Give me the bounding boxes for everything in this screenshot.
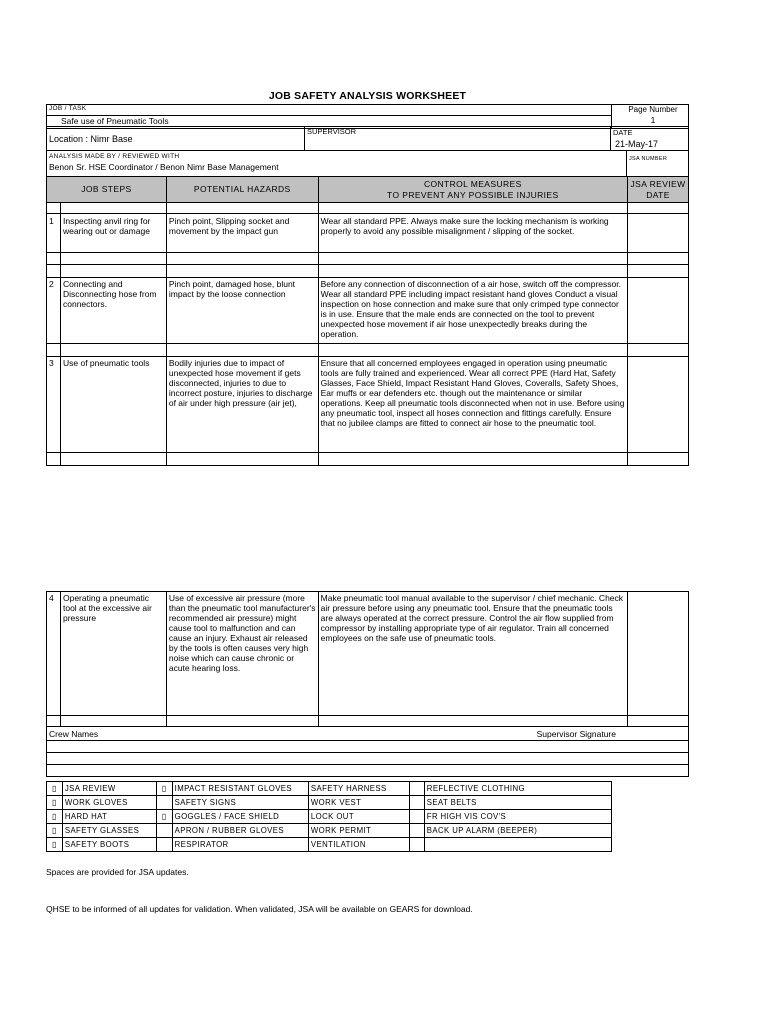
step-text: Operating a pneumatic tool at the excessive air pressure [60, 592, 166, 716]
jsa-main-table [46, 176, 689, 466]
analysis-value: Benon Sr. HSE Coordinator / Benon Nimr Base Management [49, 162, 279, 172]
col-hazards: POTENTIAL HAZARDS [166, 177, 318, 203]
hazard-text: Bodily injuries due to impact of unexpected hose movement if gets disconnected, injuries to due to incorrect posture, injuries to discharge of air under high pressure (air jet), [166, 357, 318, 453]
ppe-row [47, 824, 612, 838]
crew-names-label: Crew Names [49, 728, 99, 739]
supervisor-label: SUPERVISOR [305, 127, 611, 151]
ppe-row [47, 838, 612, 852]
job-task-value: Safe use of Pneumatic Tools [47, 115, 612, 128]
date-value: 21-May-17 [615, 139, 659, 149]
step-number: 2 [47, 278, 61, 344]
ppe-item: IMPACT RESISTANT GLOVES [172, 782, 308, 796]
ppe-item: SAFETY HARNESS [308, 782, 409, 796]
header-table [46, 104, 689, 129]
control-text: Make pneumatic tool manual available to the supervisor / chief mechanic. Check air pressure before using any pneumatic tool. Ensure that the pneumatic tools are always operated at the correct pressure. Control the air flow supplied from compressor by installing appropriate type of air regulator. Train all concerned employees on the safe use of pneumatic tools. [318, 592, 627, 716]
checkbox-icon[interactable]: ▯ [156, 782, 172, 796]
ppe-item: RESPIRATOR [172, 838, 308, 852]
ppe-item: BACK UP ALARM (BEEPER) [424, 824, 611, 838]
ppe-item: HARD HAT [62, 810, 156, 824]
table-row [47, 278, 689, 344]
supervisor-signature-label: Supervisor Signature [536, 728, 616, 739]
step-text: Inspecting anvil ring for wearing out or damage [60, 214, 166, 253]
date-label: DATE [613, 128, 633, 137]
ppe-item: WORK PERMIT [308, 824, 409, 838]
step-number: 3 [47, 357, 61, 453]
ppe-item: FR HIGH VIS COV'S [424, 810, 611, 824]
col-review-line2: DATE [646, 189, 670, 200]
page-number-value: 1 [618, 115, 689, 128]
hazard-text: Pinch point, damaged hose, blunt impact by the loose connection [166, 278, 318, 344]
jsa-number-label: JSA NUMBER [629, 156, 668, 162]
job-task-label: JOB / TASK [47, 105, 612, 116]
checkbox-icon[interactable]: ▯ [47, 782, 63, 796]
checkbox-icon[interactable]: ▯ [47, 810, 63, 824]
step-text: Connecting and Disconnecting hose from connectors. [60, 278, 166, 344]
col-review [628, 177, 689, 203]
control-text: Before any connection of disconnection of a air hose, switch off the compressor. Wear all standard PPE including impact resistant hand gloves Conduct a visual inspection on hose connection and make sure that only crimped type connector is in use. Ensure that the male ends are connected on the tool to prevent unexpected hose movement if air hose unexpectedly breaks during the operation. [318, 278, 627, 344]
table-row [47, 592, 689, 716]
ppe-item: SAFETY BOOTS [62, 838, 156, 852]
location-table [46, 126, 689, 151]
step-number: 4 [47, 592, 61, 716]
note-validation: QHSE to be informed of all updates for validation. When validated, JSA will be available on GEARS for download. [46, 904, 473, 914]
note-updates: Spaces are provided for JSA updates. [46, 867, 189, 877]
analysis-table [46, 150, 689, 177]
ppe-item: SAFETY SIGNS [172, 796, 308, 810]
col-control-line1: CONTROL MEASURES [423, 178, 522, 189]
hazard-text: Use of excessive air pressure (more than the pneumatic tool manufacturer's recommended air pressure) might cause tool to malfunction and can cause an injury. Exhaust air released by the tools is often causes very high noise which can cause chronic or acute hearing loss. [166, 592, 318, 716]
ppe-row [47, 810, 612, 824]
checkbox-icon[interactable]: ▯ [47, 838, 63, 852]
ppe-item: LOCK OUT [308, 810, 409, 824]
step-text: Use of pneumatic tools [60, 357, 166, 453]
ppe-item: SEAT BELTS [424, 796, 611, 810]
ppe-item: APRON / RUBBER GLOVES [172, 824, 308, 838]
col-review-line1: JSA REVIEW [630, 178, 686, 189]
hazard-text: Pinch point, Slipping socket and movement by the impact gun [166, 214, 318, 253]
ppe-row [47, 796, 612, 810]
worksheet-title: JOB SAFETY ANALYSIS WORKSHEET [268, 90, 467, 102]
col-control-line2: TO PREVENT ANY POSSIBLE INJURIES [387, 189, 559, 200]
ppe-item: GOGGLES / FACE SHIELD [172, 810, 308, 824]
location-value: Location : Nimr Base [47, 127, 305, 151]
ppe-row [47, 782, 612, 796]
page-number-label: Page Number [618, 105, 689, 116]
table-row [47, 214, 689, 253]
control-text: Ensure that all concerned employees engaged in operation using pneumatic tools are fully trained and experienced. Wear all correct PPE (Hard Hat, Safety Glasses, Face Shield, Impact Resistant Hand Gloves, Coveralls, Safety Shoes, Ear muffs or ear defenders etc. though out the maintenance or similar operations. Keep all pneumatic tools disconnected when not in use. Before using any pneumatic tool, inspect all hoses connection and fittings carefully. Ensure that no jubilee clamps are fitted to connect air hose to the pneumatic tool. [318, 357, 627, 453]
analysis-label: ANALYSIS MADE BY / REVIEWED WITH [49, 153, 180, 160]
control-text: Wear all standard PPE. Always make sure the locking mechanism is working properly to avoid any possible misalignment / slipping of the socket. [318, 214, 627, 253]
checkbox-icon[interactable]: ▯ [47, 796, 63, 810]
ppe-item: WORK GLOVES [62, 796, 156, 810]
ppe-item: WORK VEST [308, 796, 409, 810]
ppe-item: SAFETY GLASSES [62, 824, 156, 838]
ppe-item: VENTILATION [308, 838, 409, 852]
ppe-item [424, 838, 611, 852]
ppe-checklist [46, 781, 612, 852]
step-number: 1 [47, 214, 61, 253]
ppe-item: REFLECTIVE CLOTHING [424, 782, 611, 796]
col-control [318, 177, 627, 203]
checkbox-icon[interactable]: ▯ [156, 810, 172, 824]
checkbox-icon[interactable]: ▯ [47, 824, 63, 838]
table-row [47, 357, 689, 453]
col-job-steps: JOB STEPS [47, 177, 167, 203]
jsa-continued-table [46, 591, 689, 777]
ppe-item: JSA REVIEW [62, 782, 156, 796]
